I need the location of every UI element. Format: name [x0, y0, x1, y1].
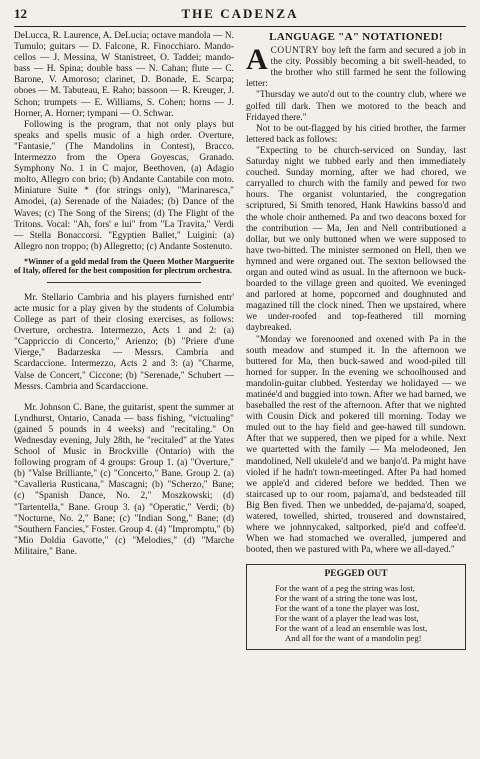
left-column — [14, 31, 234, 650]
box-title: PEGGED OUT — [324, 569, 388, 580]
poem-line: For the want of a string the tone was lost, — [275, 592, 418, 603]
header-rule — [14, 26, 466, 27]
cambria-paragraph: Mr. Stellario Cambria and his players furnished entr' acte music for a play given by the students of Columbia College as part of their closing exercises, as follows: Overture, orchestra. Intermezzo, Acts 1 and 2: (a) "Cappriccio di Concerto," Arienzo; (b) "Priere d'une Vierge," Badarzeska — Messrs. Cambria and Scardaccione. Intermezzo, Acts 2 and 3: (a) "Charme, Valse de Concert," Ciccone; (b) "Serenade," Schubert — Messrs. Cambria and Scardaccione. — [14, 292, 234, 392]
poem-line: For the want of a tone the player was lost, — [275, 602, 420, 613]
article-lead — [246, 43, 466, 90]
two-column-body — [14, 31, 466, 650]
footnote: *Winner of a gold medal from the Queen Mother Marguerite of Italy, offered for the best composition for plectrum orchestra. — [14, 256, 234, 276]
page-number: 12 — [14, 6, 27, 21]
lead-text: boy left the farm and secured a job in the city. Possibly becoming a bit swell-headed, to the brother who still farmed he sent the following letter: — [246, 46, 466, 90]
poem-line: And all for the want of a mandolin peg! — [285, 632, 422, 643]
program-paragraph: Following is the program, that not only plays but speaks and spells music of a high order. Overture, "Fantasie," (The Mandolins in Contest), Bracco. Intermezzo from the Opera Goyescas, Granado. Symphony No. 1 in C major, Beethoven, (a) Adagio molto, Allegro con brio; (b) Andante Cantabile con moto. Miniature Suite * (for strings only), "Marinaresca," Amodei, (a) Serenade of the Naiades; (b) Dance of the Waves; (c) The Song of the Sirens; (d) The Flight of the Tritons. Vocal: "Ah, fors' e lui" from "La Travita," Verdi — Stella Bonaccorsi. "Egyptien Ballet," Luigini: (a) Allegro non troppo; (b) Allegretto; (c) Andante Sostenuto. — [14, 119, 234, 252]
city-letter: "Thursday we auto'd out to the country club, where we golfed till dark. Then we motored to the beach and Fridayed there." — [246, 90, 466, 123]
poem — [255, 583, 457, 643]
farmer-intro: Not to be out-flagged by his citied brother, the farmer lettered back as follows: — [246, 123, 466, 145]
poem-line: For the want of a player the lead was lost, — [275, 612, 419, 623]
right-column — [246, 31, 466, 650]
farmer-letter-1: "Expecting to be church-serviced on Sunday, last Saturday night we tubbed early and then immediately couched. Sunday morning, after we had chored, we carryalled to church with the family and pewed for two hours. The organist voluntaried, the congregation scriptured, Si Smith tenored, Hank Hawkins basso'd and the whole choir anthemed. Pa and two deacons boxed for the contribution — Ma, Jen and Nell contributioned a dollar, but we only buttoned when we were supposed to have two-bitted. The minister sermoned on Hell, then we hymned and were organed out. The sexton bellowsed the organ and outed wind as usual. In the afternoon we buck-boarded to the village green and quoited. We eveninged and parlored at home, popcorned and doughnuted and magazined till the clock nined. Then we upstaired, where we under-roofed and top-feathered till morning daybreaked. — [246, 145, 466, 334]
farmer-letter-2: "Monday we forenooned and oxened with Pa in the south meadow and stumped it. In the afternoon we buttered for Ma, then buck-sawed and wood-piled till horned for supper. In the evening we schoolhoused and mandolin-guitar clubbed. Yesterday we holidayed — we matinée'd and buggied into town. After we had barned, we baseballed the rest of the afternoon. After that we nighted with Cousin Dick and pokered till morning. Today we muled out to the hay field and gee-hawed till sundown. After that we suppered, then we piped for a while. Next we quartetted with the family — Ma melodeoned, Jen mandolined, Nell ukulele'd and we banjo'd. Pa might have violed if he hadn't town-meetinged. After Pa had homed we apple'd and cidered before we bedded. Then we staircased up to our room, pajama'd, and bedsteaded till Big Ben fived. Then we unbedded, de-pajama'd, soaped, watered, towelled, shirted, trousered and downstaired, where we johnnycaked, saltporked, pie'd and coffee'd. When we had stomached we overalled, jumpered and booted, then we pastured with Pa, where we all-dayed." — [246, 334, 466, 556]
publication-title: THE CADENZA — [181, 6, 299, 21]
pegged-out-box — [246, 564, 466, 649]
article-title: LANGUAGE "A" NOTATIONED! — [269, 31, 443, 43]
lead-word: COUNTRY — [270, 46, 319, 57]
page-header — [14, 6, 466, 24]
poem-line: For the want of a peg the string was lost, — [275, 582, 415, 593]
orchestra-roster: DeLucca, R. Laurence, A. DeLucia; octave mandola — N. Tumulo; guitars — D. Falcone, R. Finocchiaro. Mando-cellos — J. Messina, W Stanistreet, O. Taddei; mando-bass — H. Spina; double bass — N. Cahan; flute — C. Barone, V. Amoroso; clarinet, D. Bonade, E. Scarpa; oboes — M. Tabuteau, E. Raho; bassoon — R. Kreuger, J. Schon; trumpets — E. Williams, S. Cohen; horns — J. Horner, A. Horner; tympani — O. Schwar. — [14, 31, 234, 119]
bane-paragraph: Mr. Johnson C. Bane, the guitarist, spent the summer at Lyndhurst, Ontario, Canada — bass fishing, "victualing" (gained 5 pounds in 4 weeks) and "recitaling." On Wednesday evening, July 28th, he "recitaled" at the Yates School of Music in Brockville (Ontario) with the following program of 4 groups: Group 1. (a) "Overture," (b) "Valse Brilliante," (c) "Concerto," Bane. Group 2. (a) "Cavalleria Rusticana," Mascagni; (b) "Scherzo," Bane; (c) "Spanish Dance, No. 2," Moszkowski; (d) "Tartentella," Bane. Group 3. (a) "Operatic," Verdi; (b) "Nocturne, No. 2," Bane; (c) "Indian Song," Bane; (d) "Southern Fancies," Foster. Group 4. (4) "Impromptu," (b) "Mio Doldia Gavotte," (c) "Melodies," (d) "Marche Militaire," Bane. — [14, 402, 234, 557]
section-divider — [47, 282, 201, 283]
poem-line: For the want of a lead an ensemble was lost, — [275, 622, 428, 633]
drop-cap: A — [246, 43, 268, 77]
